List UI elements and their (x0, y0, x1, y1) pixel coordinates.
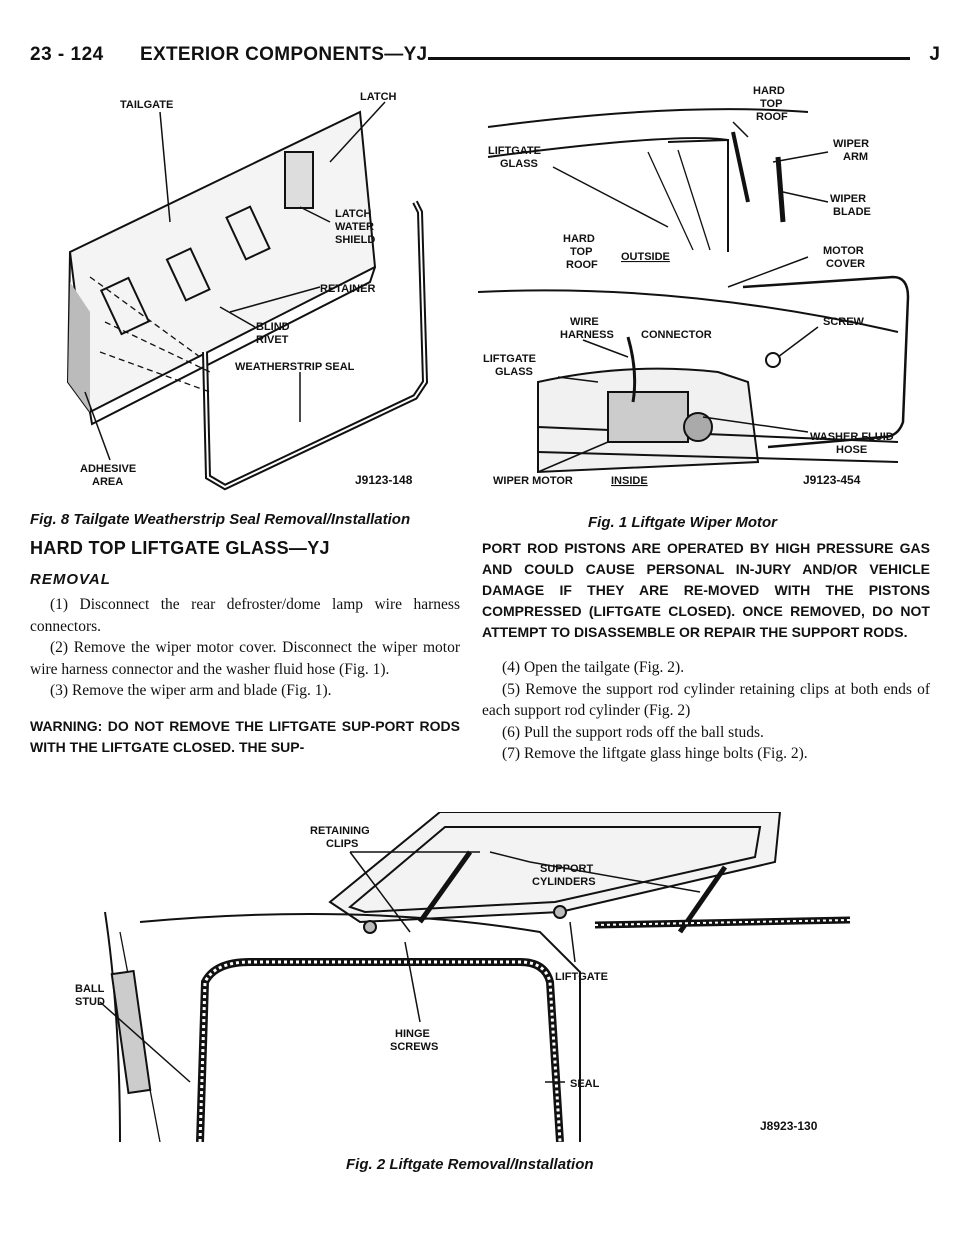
fig1-caption: Fig. 1 Liftgate Wiper Motor (588, 514, 778, 531)
fig2-label-seal: SEAL (570, 1078, 600, 1090)
step-1: (1) Disconnect the rear defroster/dome lamp wire harness connectors. (30, 596, 460, 635)
fig1-label-motor-cover-1: MOTOR (823, 245, 864, 257)
fig1-label-connector: CONNECTOR (641, 329, 712, 341)
removal-subheading: REMOVAL (30, 571, 111, 588)
fig8-drawing (30, 82, 460, 500)
fig1-label-liftgate-glass-2: GLASS (500, 158, 538, 170)
fig8-label-blind-2: RIVET (256, 334, 289, 346)
fig1-label-hard-top-b-3: ROOF (566, 259, 598, 271)
fig8-label-latch-water-2: WATER (335, 221, 374, 233)
fig1-label-inside: INSIDE (611, 475, 648, 487)
page-number: 23 - 124 (30, 44, 104, 65)
step-7: (7) Remove the liftgate glass hinge bolts (Fig. 2). (502, 745, 808, 762)
fig8-illustration (30, 82, 460, 500)
fig2-label-liftgate: LIFTGATE (555, 971, 608, 983)
header-letter: J (929, 44, 940, 65)
fig2-label-support-1: SUPPORT (540, 863, 594, 875)
fig2-label-hinge-2: SCREWS (390, 1041, 439, 1053)
fig1-label-wire-2: HARNESS (560, 329, 614, 341)
fig8-label-blind-1: BLIND (256, 321, 290, 333)
page-header (30, 44, 940, 74)
fig2-label-hinge-1: HINGE (395, 1028, 430, 1040)
section-heading: HARD TOP LIFTGATE GLASS—YJ (30, 538, 330, 558)
fig1-label-liftgate-glass-b-1: LIFTGATE (483, 353, 536, 365)
fig2-label-retaining-2: CLIPS (326, 838, 359, 850)
step-4: (4) Open the tailgate (Fig. 2). (502, 659, 685, 676)
fig1-label-liftgate-glass-b-2: GLASS (495, 366, 533, 378)
fig2-label-support-2: CYLINDERS (532, 876, 596, 888)
fig1-label-screw: SCREW (823, 316, 864, 328)
fig1-label-wire-1: WIRE (570, 316, 599, 328)
right-text-column (482, 538, 930, 765)
warning-continued: PORT ROD PISTONS ARE OPERATED BY HIGH PRESSURE GAS AND COULD CAUSE PERSONAL IN-JURY AND/OR VEHICLE DAMAGE IF THEY ARE RE-MOVED WITH THE PISTONS COMPRESSED (LIFTGATE CLOSED). ONCE REMOVED, DO NOT ATTEMPT TO DISASSEMBLE OR REPAIR THE SUPPORT RODS. (482, 540, 930, 640)
fig1-illustration (478, 82, 930, 502)
step-5: (5) Remove the support rod cylinder retaining clips at both ends of each support rod cylinder (Fig. 2) (482, 680, 930, 719)
fig8-label-latch-water-1: LATCH (335, 208, 372, 220)
fig1-label-liftgate-glass-1: LIFTGATE (488, 145, 541, 157)
fig8-label-latch-water-3: SHIELD (335, 234, 376, 246)
fig2-label-retaining-1: RETAINING (310, 825, 370, 837)
fig2-label-ball-1: BALL (75, 983, 105, 995)
fig1-label-wiper-blade-2: BLADE (833, 206, 871, 218)
fig1-code: J9123-454 (803, 473, 861, 487)
fig8-label-tailgate: TAILGATE (120, 99, 174, 111)
header-rule (428, 57, 910, 60)
fig1-drawing (478, 82, 930, 502)
section-title: EXTERIOR COMPONENTS—YJ (140, 44, 428, 65)
fig2-drawing (60, 812, 900, 1142)
fig8-label-retainer: RETAINER (320, 283, 376, 295)
fig8-label-adhesive-1: ADHESIVE (80, 463, 137, 475)
fig1-label-washer-1: WASHER FLUID (810, 431, 894, 443)
step-3: (3) Remove the wiper arm and blade (Fig. 1). (50, 682, 332, 699)
step-2: (2) Remove the wiper motor cover. Disconnect the wiper motor wire harness connector and the washer fluid hose (Fig. 1). (30, 639, 460, 678)
fig1-label-washer-2: HOSE (836, 444, 868, 456)
left-text-column (30, 594, 460, 758)
fig1-label-outside: OUTSIDE (621, 251, 670, 263)
fig2-label-ball-2: STUD (75, 996, 105, 1008)
fig1-label-hard-top-1: HARD (753, 85, 785, 97)
fig8-label-adhesive-2: AREA (92, 476, 124, 488)
fig2-caption: Fig. 2 Liftgate Removal/Installation (346, 1156, 594, 1173)
fig2-illustration (60, 812, 900, 1142)
fig1-label-wiper-arm-1: WIPER (833, 138, 870, 150)
fig1-label-wiper-blade-1: WIPER (830, 193, 867, 205)
fig1-label-hard-top-b-2: TOP (570, 246, 593, 258)
warning-start: WARNING: DO NOT REMOVE THE LIFTGATE SUP-PORT RODS WITH THE LIFTGATE CLOSED. THE SUP- (30, 717, 460, 755)
fig8-label-latch: LATCH (360, 91, 397, 103)
fig8-code: J9123-148 (355, 473, 413, 487)
fig1-label-wiper-arm-2: ARM (843, 151, 869, 163)
fig1-label-wiper-motor: WIPER MOTOR (493, 475, 573, 487)
fig1-label-hard-top-3: ROOF (756, 111, 788, 123)
fig1-label-motor-cover-2: COVER (826, 258, 866, 270)
fig2-code: J8923-130 (760, 1119, 818, 1133)
fig8-label-weatherstrip: WEATHERSTRIP SEAL (235, 361, 355, 373)
step-6: (6) Pull the support rods off the ball studs. (502, 723, 764, 741)
fig1-label-hard-top-b-1: HARD (563, 233, 595, 245)
fig1-label-hard-top-2: TOP (760, 98, 783, 110)
fig8-caption: Fig. 8 Tailgate Weatherstrip Seal Removal/Installation (30, 511, 411, 528)
